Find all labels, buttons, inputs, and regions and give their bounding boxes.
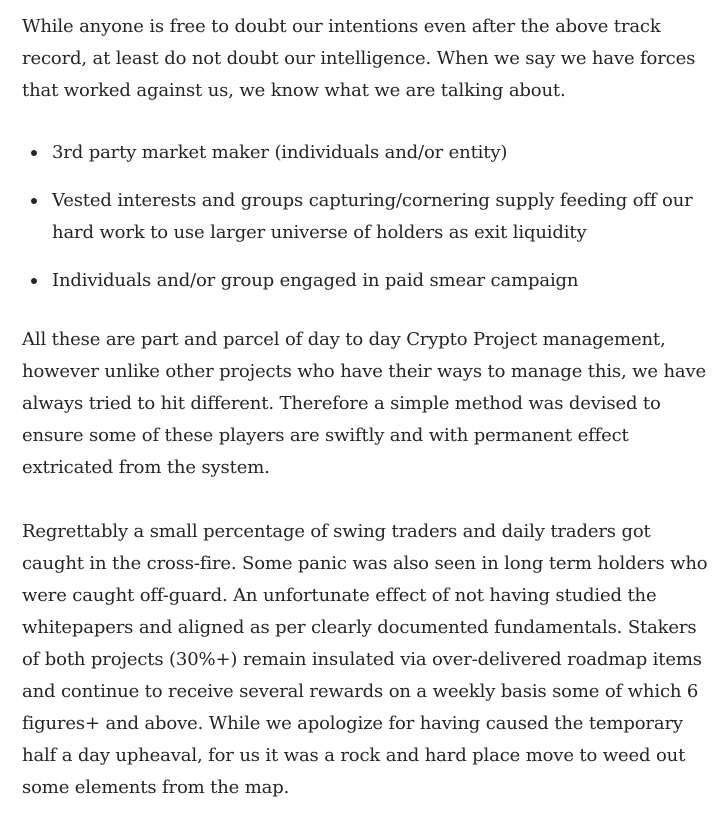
forces-list xyxy=(22,137,712,297)
list-item-text: 3rd party market maker (individuals and/or entity) xyxy=(52,142,508,163)
bullet-dot-icon xyxy=(31,150,37,156)
paragraph-apology: Regrettably a small percentage of swing traders and daily traders got caught in the cross-fire. Some panic was also seen in long term holders who were caught off-guard. An unfortunate effect of not having studied the whitepapers and aligned as per clearly documented fundamentals. Stakers of both projects (30%+) remain insulated via over-delivered roadmap items and continue to receive several rewards on a weekly basis some of which 6 figures+ and above. While we apologize for having caused the temporary half a day upheaval, for us it was a rock and hard place move to weed out some elements from the map. xyxy=(22,521,708,798)
list-item xyxy=(22,137,712,169)
bullet-dot-icon xyxy=(31,198,37,204)
paragraph-intro: While anyone is free to doubt our intentions even after the above track record, at least do not doubt our intelligence. When we say we have forces that worked against us, we know what we are talking about. xyxy=(22,16,696,101)
list-item-text: Vested interests and groups capturing/cornering supply feeding off our hard work to use larger universe of holders as exit liquidity xyxy=(52,190,693,243)
bullet-dot-icon xyxy=(31,278,37,284)
list-item-text: Individuals and/or group engaged in paid smear campaign xyxy=(52,270,579,291)
list-item xyxy=(22,265,712,297)
list-item xyxy=(22,185,712,249)
paragraph-management: All these are part and parcel of day to day Crypto Project management, however unlike other projects who have their ways to manage this, we have always tried to hit different. Therefore a simple method was devised to ensure some of these players are swiftly and with permanent effect extricated from the system. xyxy=(22,329,707,478)
